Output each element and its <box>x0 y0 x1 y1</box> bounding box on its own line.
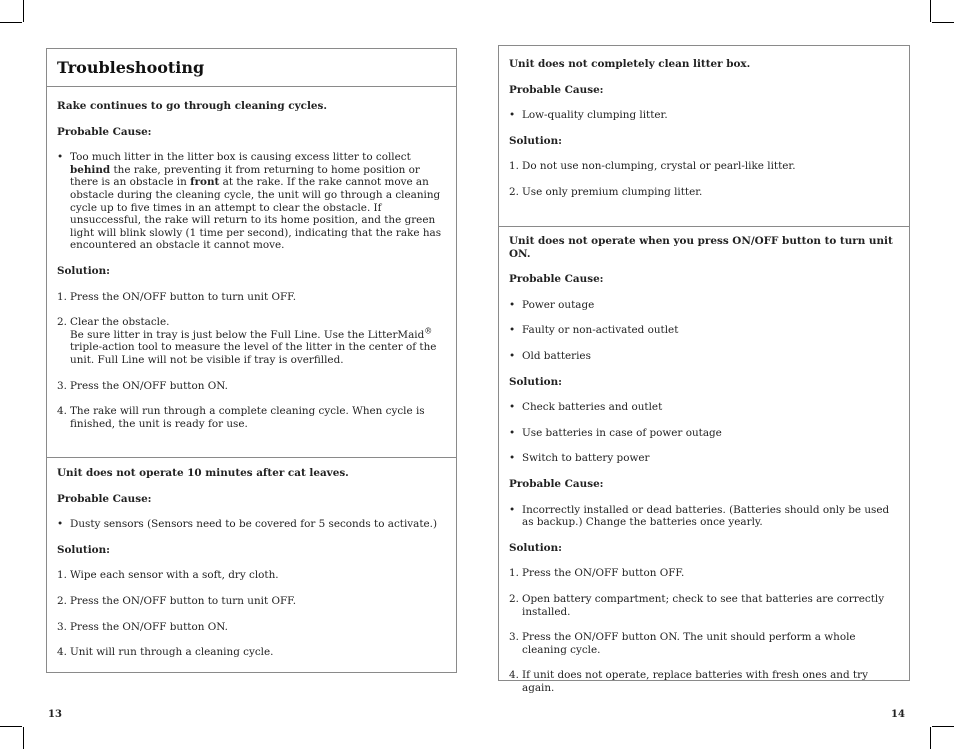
crop-mark <box>930 727 931 749</box>
crop-mark <box>0 726 22 727</box>
crop-mark <box>23 727 24 749</box>
list-item: 1. Press the ON/OFF button to turn unit OFF. <box>57 290 297 303</box>
list-item: • Faulty or non-activated outlet <box>509 324 679 337</box>
list-item: 3. Press the ON/OFF button ON. The unit should perform a whole cleaning cycle. <box>509 631 856 656</box>
list-item: 1. Press the ON/OFF button OFF. <box>509 567 685 580</box>
list-item: • Switch to battery power <box>509 452 650 465</box>
bullet-marker: • <box>57 151 64 164</box>
solution-label: Solution: <box>509 134 563 147</box>
crop-mark <box>0 22 22 23</box>
list-item: 3. Press the ON/OFF button ON. <box>57 379 228 392</box>
list-item: • Old batteries <box>509 349 591 362</box>
section-heading: Unit does not completely clean litter box. <box>509 58 751 70</box>
cause-label: Probable Cause: <box>509 477 604 490</box>
right-panel <box>498 45 910 694</box>
list-item: • Low-quality clumping litter. <box>509 109 668 122</box>
list-item: 2. Open battery compartment; check to see that batteries are correctly installed. <box>509 592 885 618</box>
list-item: 3. Press the ON/OFF button ON. <box>57 620 228 633</box>
section-incomplete-clean <box>499 58 909 226</box>
crop-mark <box>932 726 954 727</box>
list-item: 4. If unit does not operate, replace batteries with fresh ones and try again. <box>509 669 868 694</box>
list-item: 2. Clear the obstacle. Be sure litter in tray is just below the Full Line. Use the LitterMaid® triple-action tool to measure the level of the litter in the center of the unit. Full Line will not be visible if tray is overfilled. <box>57 316 437 366</box>
section-no-operate-10min <box>47 457 456 659</box>
solution-label: Solution: <box>57 543 111 556</box>
list-item: • Use batteries in case of power outage <box>509 426 722 439</box>
cause-label: Probable Cause: <box>509 273 604 286</box>
crop-mark <box>23 0 24 22</box>
solution-label: Solution: <box>509 375 563 388</box>
crop-mark <box>932 22 954 23</box>
list-item: 4. The rake will run through a complete cleaning cycle. When cycle is finished, the unit is ready for use. <box>57 405 425 430</box>
list-item: 2. Use only premium clumping litter. <box>509 185 703 198</box>
cause-label: Probable Cause: <box>509 83 604 96</box>
list-item: 1. Wipe each sensor with a soft, dry cloth. <box>57 569 279 582</box>
section-heading: Unit does not operate 10 minutes after cat leaves. <box>57 467 349 479</box>
list-item: 2. Press the ON/OFF button to turn unit OFF. <box>57 594 297 607</box>
list-item: • Check batteries and outlet <box>509 401 663 414</box>
crop-mark <box>930 0 931 22</box>
page-number-left: 13 <box>48 709 62 720</box>
section-heading: Unit does not operate when you press ON/OFF button to turn unit ON. <box>509 235 893 260</box>
left-panel <box>46 48 457 673</box>
cause-text: Too much litter in the litter box is causing excess litter to collect behind the rake, preventing it from returning to home position or there is an obstacle in front at the rake. If the rake cannot move an obstacle during the cleaning cycle, the unit will go through a cleaning cycle up to five times in an attempt to clear the obstacle. If unsuccessful, the rake will return to its home position, and the green light will blink slowly (1 time per second), indicating that the rake has encountered an obstacle it cannot move. <box>70 151 442 252</box>
section-no-power-on <box>499 226 909 694</box>
list-item: • Dusty sensors (Sensors need to be covered for 5 seconds to activate.) <box>57 518 438 531</box>
list-item <box>57 151 446 252</box>
list-item: 1. Do not use non-clumping, crystal or pearl-like litter. <box>509 160 796 173</box>
list-item: 4. Unit will run through a cleaning cycle. <box>57 646 274 659</box>
page-title: Troubleshooting <box>57 58 205 77</box>
section-rake-cycles <box>47 100 456 457</box>
title-bar <box>47 49 456 87</box>
cause-label: Probable Cause: <box>57 492 152 505</box>
page-number-right: 14 <box>891 709 905 720</box>
list-item: • Power outage <box>509 298 595 311</box>
solution-label: Solution: <box>509 541 563 554</box>
section-heading: Rake continues to go through cleaning cycles. <box>57 100 327 112</box>
solution-label: Solution: <box>57 264 111 277</box>
cause-label: Probable Cause: <box>57 125 152 138</box>
list-item: • Incorrectly installed or dead batteries. (Batteries should only be used as backup.) Change the batteries once yearly. <box>509 503 890 529</box>
